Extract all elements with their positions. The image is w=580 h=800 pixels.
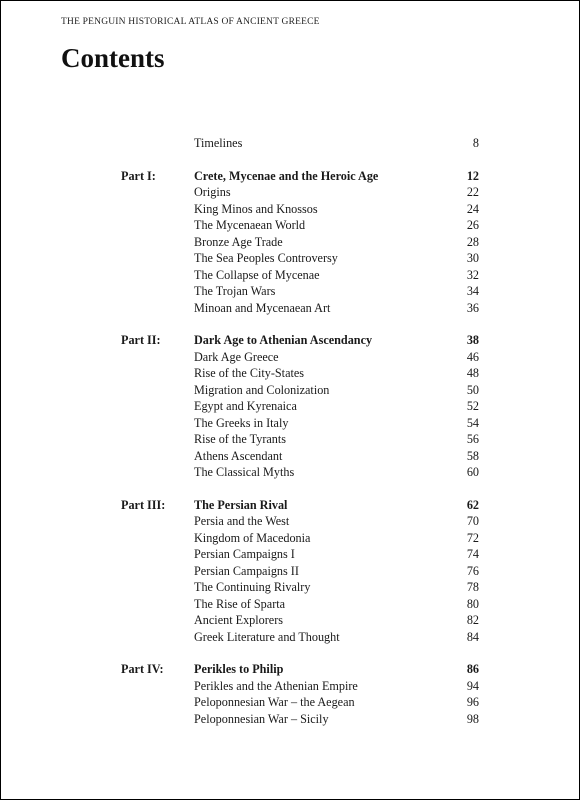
entry-title: Egypt and Kyrenaica — [194, 399, 297, 413]
toc-entry[interactable] — [121, 711, 479, 728]
toc-entry[interactable] — [121, 267, 479, 284]
entry-title: Kingdom of Macedonia — [194, 530, 311, 545]
entry-title: Migration and Colonization — [194, 382, 330, 397]
part-title: The Persian Rival — [194, 497, 288, 512]
page-number: 24 — [466, 201, 479, 216]
toc-entry[interactable] — [121, 579, 479, 596]
part-number: Part IV: — [121, 662, 164, 676]
page-number: 50 — [466, 382, 479, 397]
table-of-contents — [121, 135, 479, 727]
toc-entry[interactable] — [121, 464, 479, 481]
entry-title: Ancient Explorers — [194, 613, 284, 627]
page-number: 48 — [466, 366, 479, 380]
entry-title: Rise of the Tyrants — [194, 432, 287, 446]
page-number: 96 — [466, 695, 479, 709]
entry-title: The Mycenaean World — [194, 218, 306, 232]
page-number: 26 — [466, 218, 479, 232]
page-number: 74 — [466, 547, 479, 561]
part-title: Crete, Mycenae and the Heroic Age — [194, 168, 379, 183]
page-number: 58 — [466, 448, 479, 463]
entry-title: Persian Campaigns I — [194, 547, 295, 561]
toc-part-heading[interactable] — [121, 661, 479, 678]
toc-entry[interactable] — [121, 596, 479, 613]
toc-part-heading[interactable] — [121, 168, 479, 185]
entry-title: The Trojan Wars — [194, 284, 276, 298]
page-number: 36 — [466, 300, 479, 315]
part-number: Part II: — [121, 333, 161, 347]
page-number: 22 — [466, 185, 479, 199]
toc-entry[interactable] — [121, 694, 479, 711]
entry-title: King Minos and Knossos — [194, 201, 318, 216]
entry-title: Bronze Age Trade — [194, 234, 283, 249]
toc-entry[interactable] — [121, 398, 479, 415]
toc-entry[interactable] — [121, 300, 479, 317]
page-number: 34 — [466, 284, 479, 298]
entry-title: The Rise of Sparta — [194, 596, 286, 611]
page-number: 84 — [466, 629, 479, 644]
toc-entry[interactable] — [121, 283, 479, 300]
page-number: 80 — [466, 596, 479, 611]
part-title: Perikles to Philip — [194, 662, 284, 676]
entry-title: Origins — [194, 185, 231, 199]
page-number: 38 — [466, 333, 479, 347]
part-number: Part I: — [121, 168, 156, 183]
part-title: Dark Age to Athenian Ascendancy — [194, 333, 373, 347]
entry-title: The Continuing Rivalry — [194, 580, 311, 594]
entry-title: Minoan and Mycenaean Art — [194, 300, 331, 315]
page-number: 62 — [466, 497, 479, 512]
page-number: 32 — [466, 267, 479, 282]
toc-entry[interactable] — [121, 382, 479, 399]
running-head: THE PENGUIN HISTORICAL ATLAS OF ANCIENT GREECE — [61, 17, 320, 27]
entry-title: Athens Ascendant — [194, 448, 283, 463]
toc-entry[interactable] — [121, 513, 479, 530]
page-number: 82 — [466, 613, 479, 627]
page-number: 54 — [466, 415, 479, 430]
toc-entry[interactable] — [121, 234, 479, 251]
toc-entry[interactable] — [121, 217, 479, 234]
page-number: 28 — [466, 234, 479, 249]
toc-entry[interactable] — [121, 201, 479, 218]
page-number: 76 — [466, 563, 479, 578]
toc-entry[interactable] — [121, 612, 479, 629]
toc-entry[interactable] — [121, 530, 479, 547]
toc-part-heading[interactable] — [121, 332, 479, 349]
part-number: Part III: — [121, 497, 166, 512]
section-gap — [121, 152, 479, 168]
toc-entry[interactable] — [121, 563, 479, 580]
entry-title: Rise of the City-States — [194, 366, 305, 380]
page-number: 94 — [466, 678, 479, 693]
entry-title: Greek Literature and Thought — [194, 629, 340, 644]
toc-entry[interactable] — [121, 678, 479, 695]
toc-entry[interactable] — [121, 431, 479, 448]
toc-entry[interactable] — [121, 415, 479, 432]
page-title: Contents — [61, 43, 165, 73]
entry-title: Peloponnesian War – Sicily — [194, 711, 329, 726]
page-number: 78 — [466, 580, 479, 594]
page-number: 86 — [466, 662, 479, 676]
entry-title: Persia and the West — [194, 514, 290, 528]
entry-title: Persian Campaigns II — [194, 563, 299, 578]
entry-title: The Collapse of Mycenae — [194, 267, 320, 282]
page-number: 60 — [466, 465, 479, 479]
section-gap — [121, 645, 479, 661]
entry-title: The Greeks in Italy — [194, 415, 289, 430]
toc-entry[interactable] — [121, 546, 479, 563]
entry-title: Peloponnesian War – the Aegean — [194, 695, 355, 709]
toc-entry[interactable] — [121, 365, 479, 382]
page-number: 12 — [466, 168, 479, 183]
toc-part-heading[interactable] — [121, 497, 479, 514]
page-number: 56 — [466, 432, 479, 446]
entry-title: Dark Age Greece — [194, 349, 279, 364]
page-number: 98 — [466, 711, 479, 726]
toc-entry[interactable] — [121, 448, 479, 465]
page-number: 72 — [466, 530, 479, 545]
page-number: 46 — [466, 349, 479, 364]
section-gap — [121, 316, 479, 332]
entry-title: Perikles and the Athenian Empire — [194, 678, 358, 693]
entry-title: The Classical Myths — [194, 465, 295, 479]
page-number: 8 — [472, 136, 479, 150]
section-gap — [121, 481, 479, 497]
toc-entry-timelines[interactable] — [121, 135, 479, 152]
toc-entry[interactable] — [121, 184, 479, 201]
page-number: 52 — [466, 399, 479, 413]
toc-entry[interactable] — [121, 629, 479, 646]
toc-entry[interactable] — [121, 349, 479, 366]
page-number: 70 — [466, 514, 479, 528]
entry-title: The Sea Peoples Controversy — [194, 251, 338, 265]
toc-entry[interactable] — [121, 250, 479, 267]
entry-title: Timelines — [194, 136, 243, 150]
page-number: 30 — [466, 251, 479, 265]
